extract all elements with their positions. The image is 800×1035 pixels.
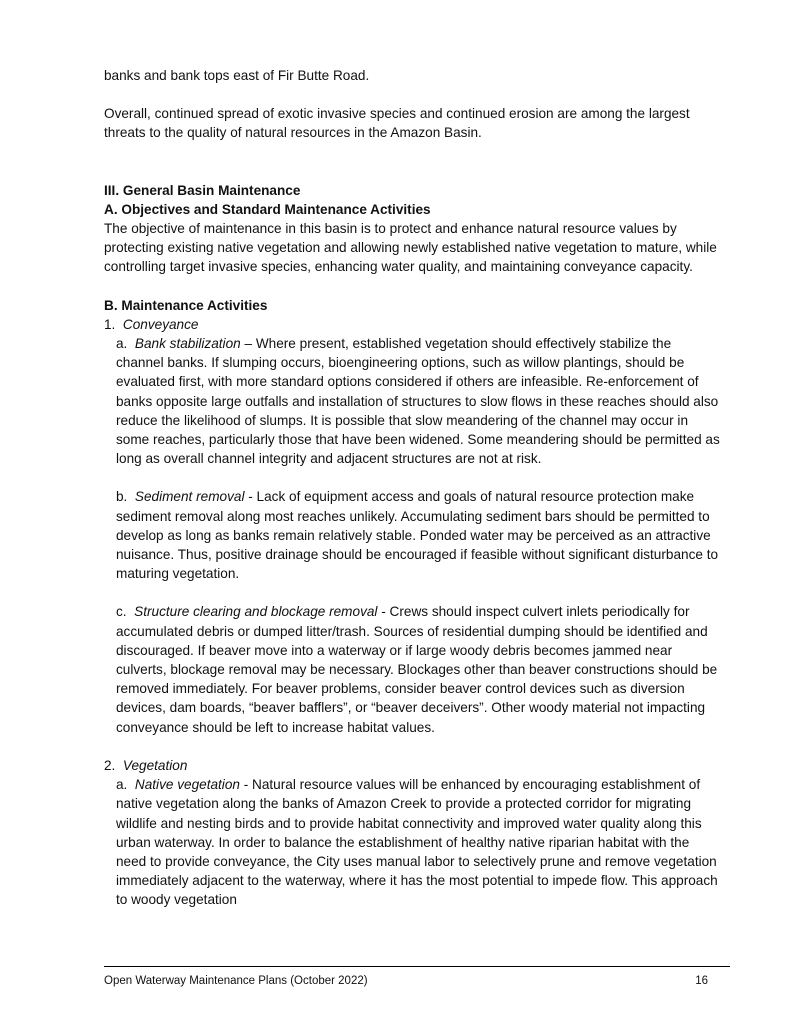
page-number: 16 <box>695 975 708 987</box>
conveyance-b-title: Sediment removal <box>134 489 245 505</box>
conveyance-item-c <box>104 602 722 736</box>
vegetation-heading <box>104 756 722 775</box>
conveyance-item-a <box>104 334 722 468</box>
document-body <box>104 66 722 910</box>
conveyance-number: 1. <box>104 316 116 332</box>
paragraph-top: banks and bank tops east of Fir Butte Road. <box>104 68 370 83</box>
section-a-text: The objective of maintenance in this basin is to protect and enhance natural resource values by protecting existing native vegetation and allowing newly established native vegetation to mature, while controlling target invasive species, enhancing water quality, and maintaining conveyance capacity. <box>104 221 717 275</box>
conveyance-a-prefix: a. <box>116 336 128 352</box>
conveyance-a-text: – Where present, established vegetation should effectively stabilize the channel banks. If slumping occurs, bioengineering options, such as willow plantings, should be evaluated first, with more standard options considered if others are infeasible. Re-enforcement of banks opposite large outfalls and installation of structures to slow flows in these reaches should also reduce the likelihood of slumps. It is possible that slow meandering of the channel may occur in some reaches, particularly those that have been widened. Some meandering should be permitted as long as overall channel integrity and adjacent structures are not at risk. <box>116 336 720 467</box>
footer-title: Open Waterway Maintenance Plans (October 2022) <box>104 975 368 987</box>
conveyance-a-title: Bank stabilization <box>134 336 241 352</box>
conveyance-item-b <box>104 487 722 583</box>
vegetation-number: 2. <box>104 757 116 773</box>
vegetation-a-text: - Natural resource values will be enhanced by encouraging establishment of native vegetation along the banks of Amazon Creek to provide a protected corridor for migrating wildlife and nesting birds and to provide habitat connectivity and improved water quality along this urban waterway. In order to balance the establishment of healthy native riparian habitat with the need to provide conveyance, the City uses manual labor to selectively prune and remove vegetation immediately adjacent to the waterway, where it has the most potential to impede flow. This approach to woody vegetation <box>116 777 718 908</box>
vegetation-title: Vegetation <box>122 757 188 773</box>
section-b-heading: B. Maintenance Activities <box>104 297 268 313</box>
conveyance-c-text: - Crews should inspect culvert inlets periodically for accumulated debris or dumped litter/trash. Sources of residential dumping should be identified and discouraged. If beaver move into a waterway or if large woody debris becomes jammed near culverts, blockage removal may be necessary. Blockages other than beaver constructions should be removed immediately. For beaver problems, consider beaver control devices such as diversion devices, dam boards, “beaver bafflers”, or “beaver deceivers”. Other woody material not impacting conveyance should be left to increase habitat values. <box>116 604 718 735</box>
conveyance-b-text: - Lack of equipment access and goals of natural resource protection make sediment removal along most reaches unlikely. Accumulating sediment bars should be permitted to develop as long as banks remain relatively stable. Ponded water may be perceived as an attractive nuisance. Thus, positive drainage should be encouraged if feasible without significant disturbance to maturing vegetation. <box>116 489 719 582</box>
section-a-heading: A. Objectives and Standard Maintenance Activities <box>104 201 431 217</box>
vegetation-a-title: Native vegetation <box>134 777 240 793</box>
vegetation-a-prefix: a. <box>116 777 128 793</box>
conveyance-b-prefix: b. <box>116 489 128 505</box>
conveyance-c-prefix: c. <box>116 604 127 620</box>
conveyance-heading <box>104 315 722 334</box>
footer-divider <box>104 966 730 967</box>
section-iii-heading: III. General Basin Maintenance <box>104 182 301 198</box>
vegetation-item-a <box>104 775 722 909</box>
conveyance-c-title: Structure clearing and blockage removal <box>134 604 378 620</box>
paragraph-overall: Overall, continued spread of exotic invasive species and continued erosion are among the largest threats to the quality of natural resources in the Amazon Basin. <box>104 106 690 141</box>
conveyance-title: Conveyance <box>122 316 199 332</box>
